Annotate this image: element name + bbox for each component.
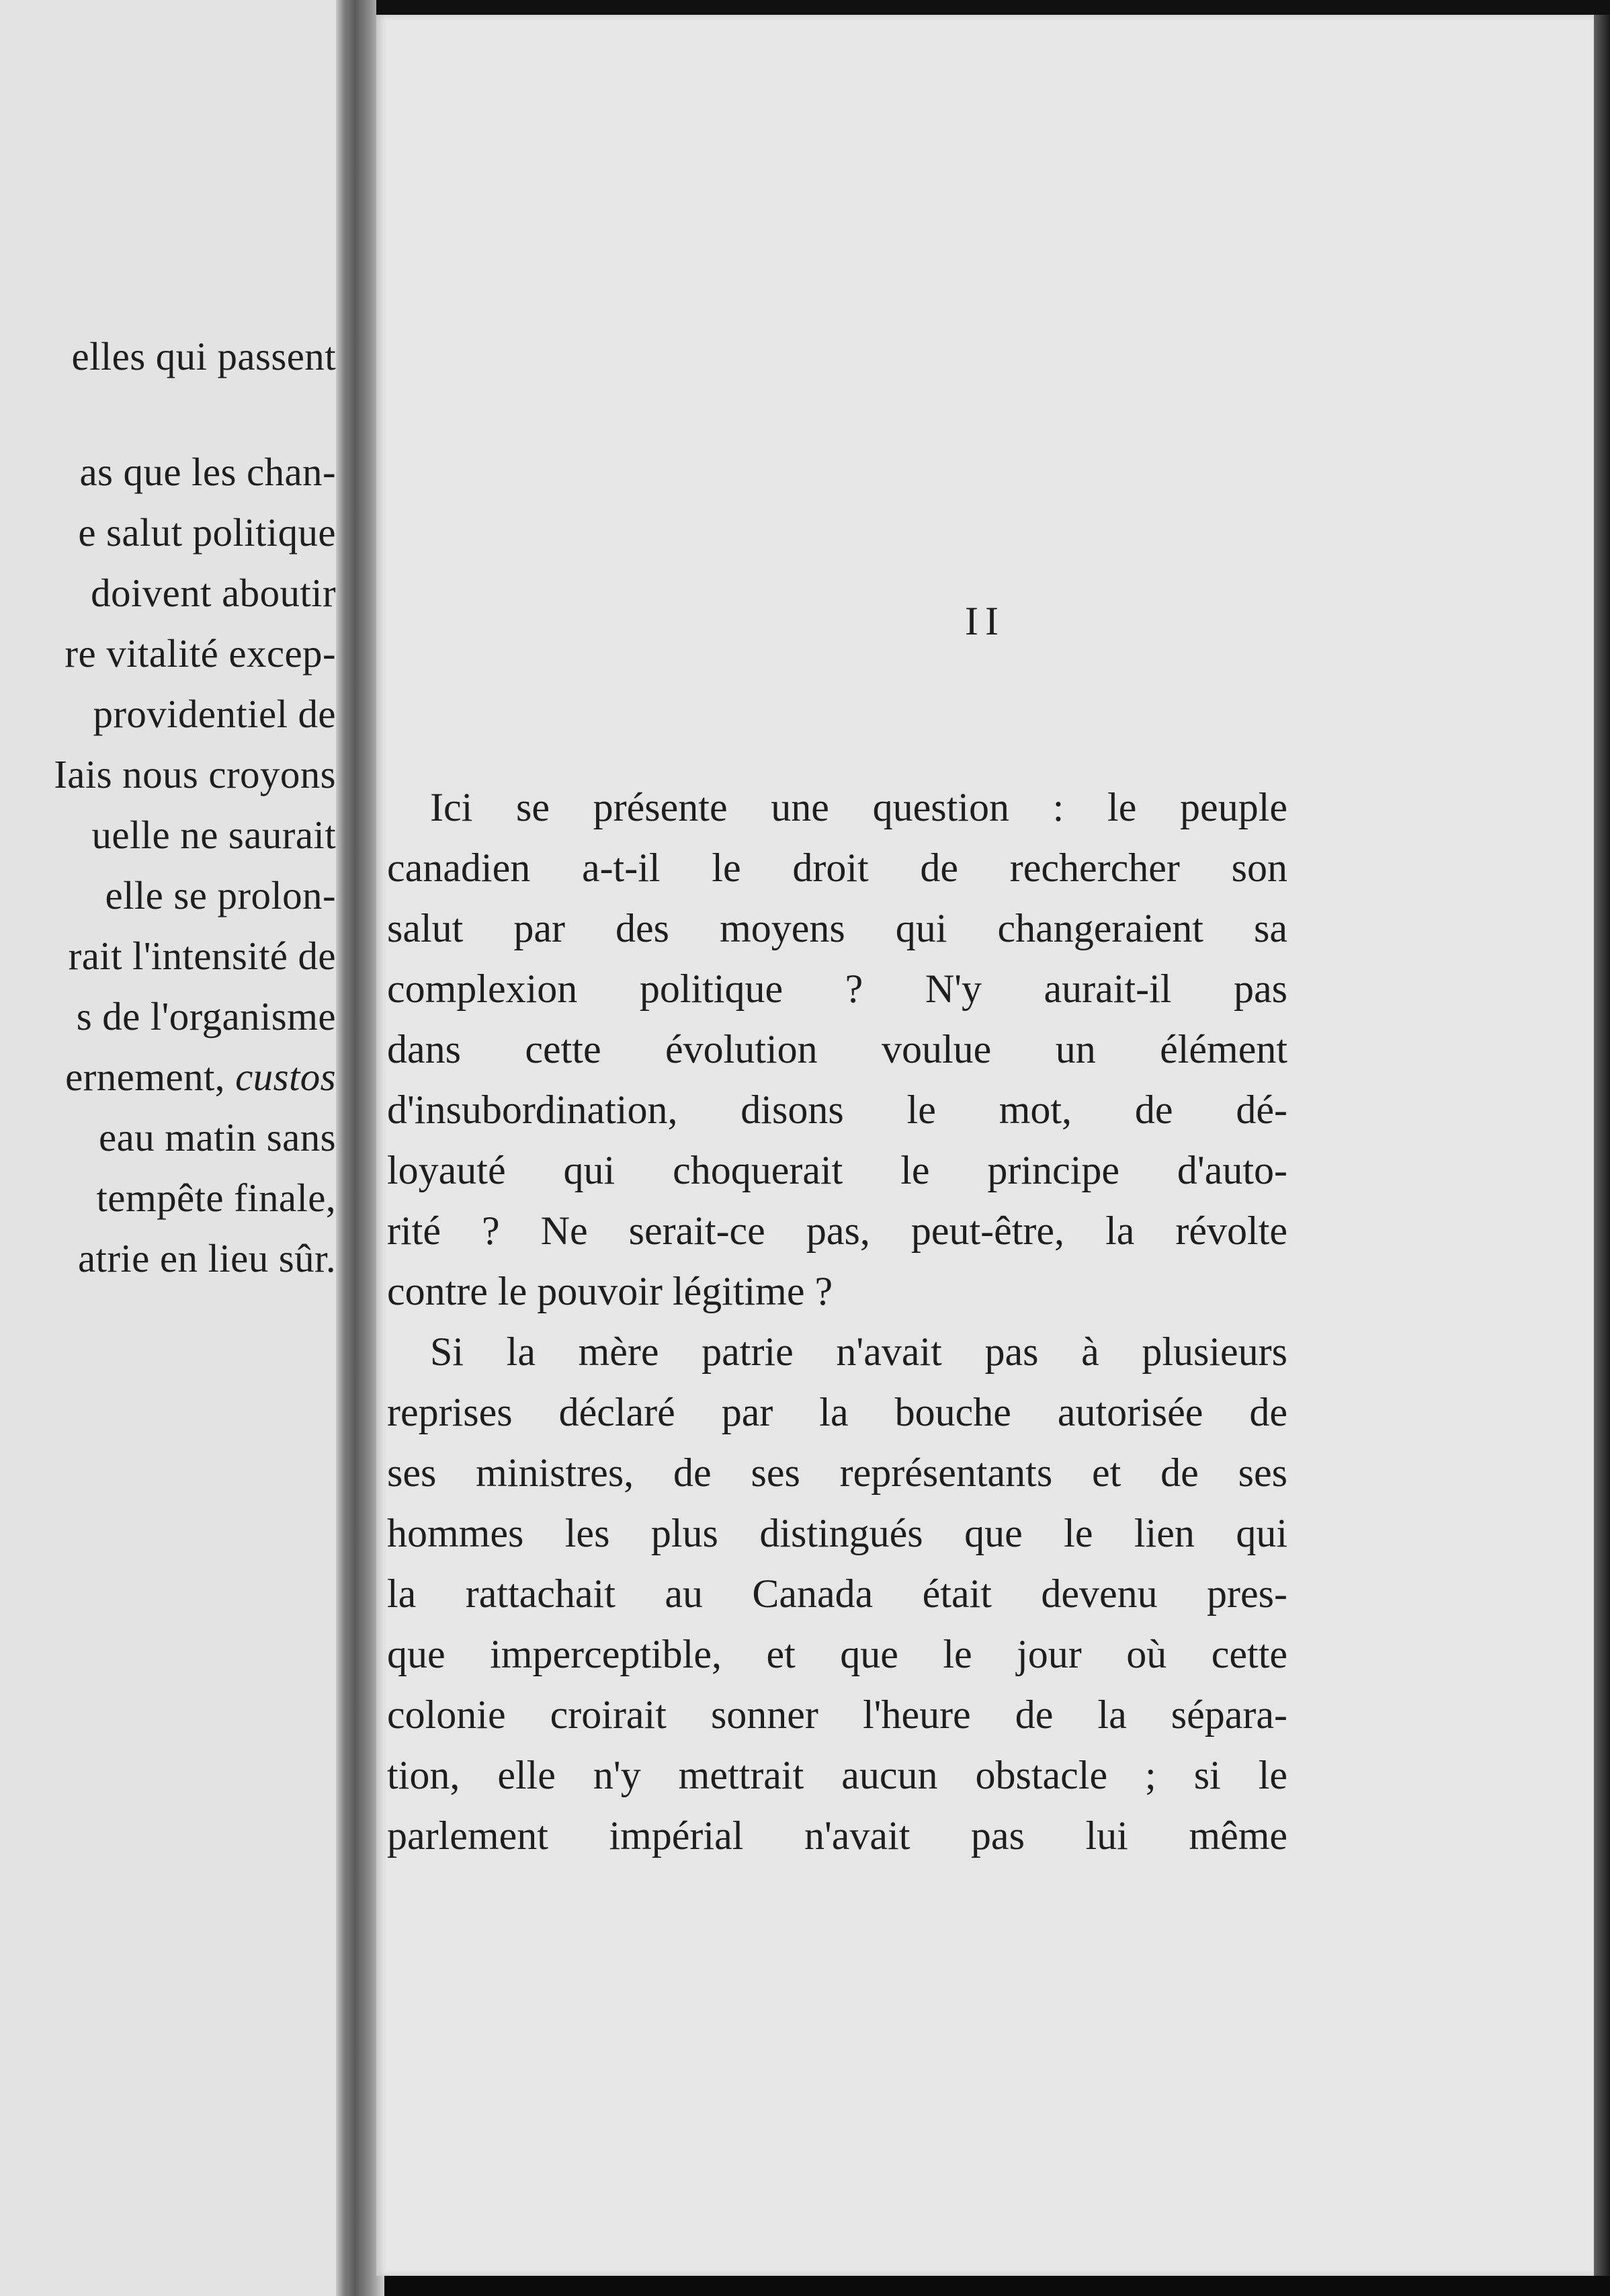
paragraph-2-line-5: la rattachait au Canada était devenu pres- [387,1571,1287,1616]
paragraph-2-line-4: hommes les plus distingués que le lien qui [387,1511,1287,1555]
left-line-8: Iais nous croyons [54,752,336,796]
paragraph-1-line-3: salut par des moyens qui changeraient sa [387,906,1287,950]
paragraph-1-line-6: d'insubordination, disons le mot, de dé- [387,1088,1287,1132]
scan-top-border [376,0,1610,15]
left-line-14: eau matin sans [99,1115,336,1159]
left-line-13-text: ernement, [65,1055,225,1099]
left-line-3: as que les chan- [79,450,336,494]
paragraph-1-line-4: complexion politique ? N'y aurait-il pas [387,967,1287,1011]
paragraph-2-line-1: Si la mère patrie n'avait pas à plusieurs [430,1329,1287,1374]
paragraph-1-line-9: contre le pouvoir légitime ? [387,1269,833,1313]
paragraph-1-line-8: rité ? Ne serait-ce pas, peut-être, la révolte [387,1208,1287,1253]
left-line-13 [65,1050,336,1104]
left-line-15: tempête finale, [96,1176,336,1220]
page-right-edge [1594,15,1610,2276]
paragraph-2-line-2: reprises déclaré par la bouche autorisée de [387,1390,1287,1434]
left-line-10: elle se prolon- [105,873,336,917]
section-numeral: II [965,599,1005,643]
left-line-5: doivent aboutir [91,571,336,615]
paragraph-2-line-8: tion, elle n'y mettrait aucun obstacle ; si le [387,1753,1287,1797]
left-line-7: providentiel de [93,692,336,736]
paragraph-1-line-1: Ici se présente une question : le peuple [430,785,1287,829]
italic-word: custos [235,1055,336,1099]
paragraph-1-line-2: canadien a-t-il le droit de rechercher son [387,846,1287,890]
paragraph-2-line-3: ses ministres, de ses représentants et de ses [387,1450,1287,1495]
paragraph-2-line-6: que imperceptible, et que le jour où cette [387,1632,1287,1676]
paragraph-2-line-7: colonie croirait sonner l'heure de la sépara- [387,1692,1287,1737]
left-line-16: atrie en lieu sûr. [77,1236,336,1280]
paragraph-1-line-7: loyauté qui choquerait le principe d'auto- [387,1148,1287,1192]
paragraph-1-line-5: dans cette évolution voulue un élément [387,1027,1287,1071]
left-line-4: e salut politique [78,510,336,555]
paragraph-2-line-9: parlement impérial n'avait pas lui même [387,1813,1287,1858]
right-page [376,15,1594,2276]
left-line-1: elles qui passent [71,334,336,378]
left-line-12: s de l'organisme [76,994,336,1038]
left-line-11: rait l'intensité de [68,934,336,978]
left-line-6: re vitalité excep- [65,631,336,675]
left-line-9: uelle ne saurait [91,813,336,857]
body-text [387,777,1287,1866]
left-facing-page [0,0,344,2296]
